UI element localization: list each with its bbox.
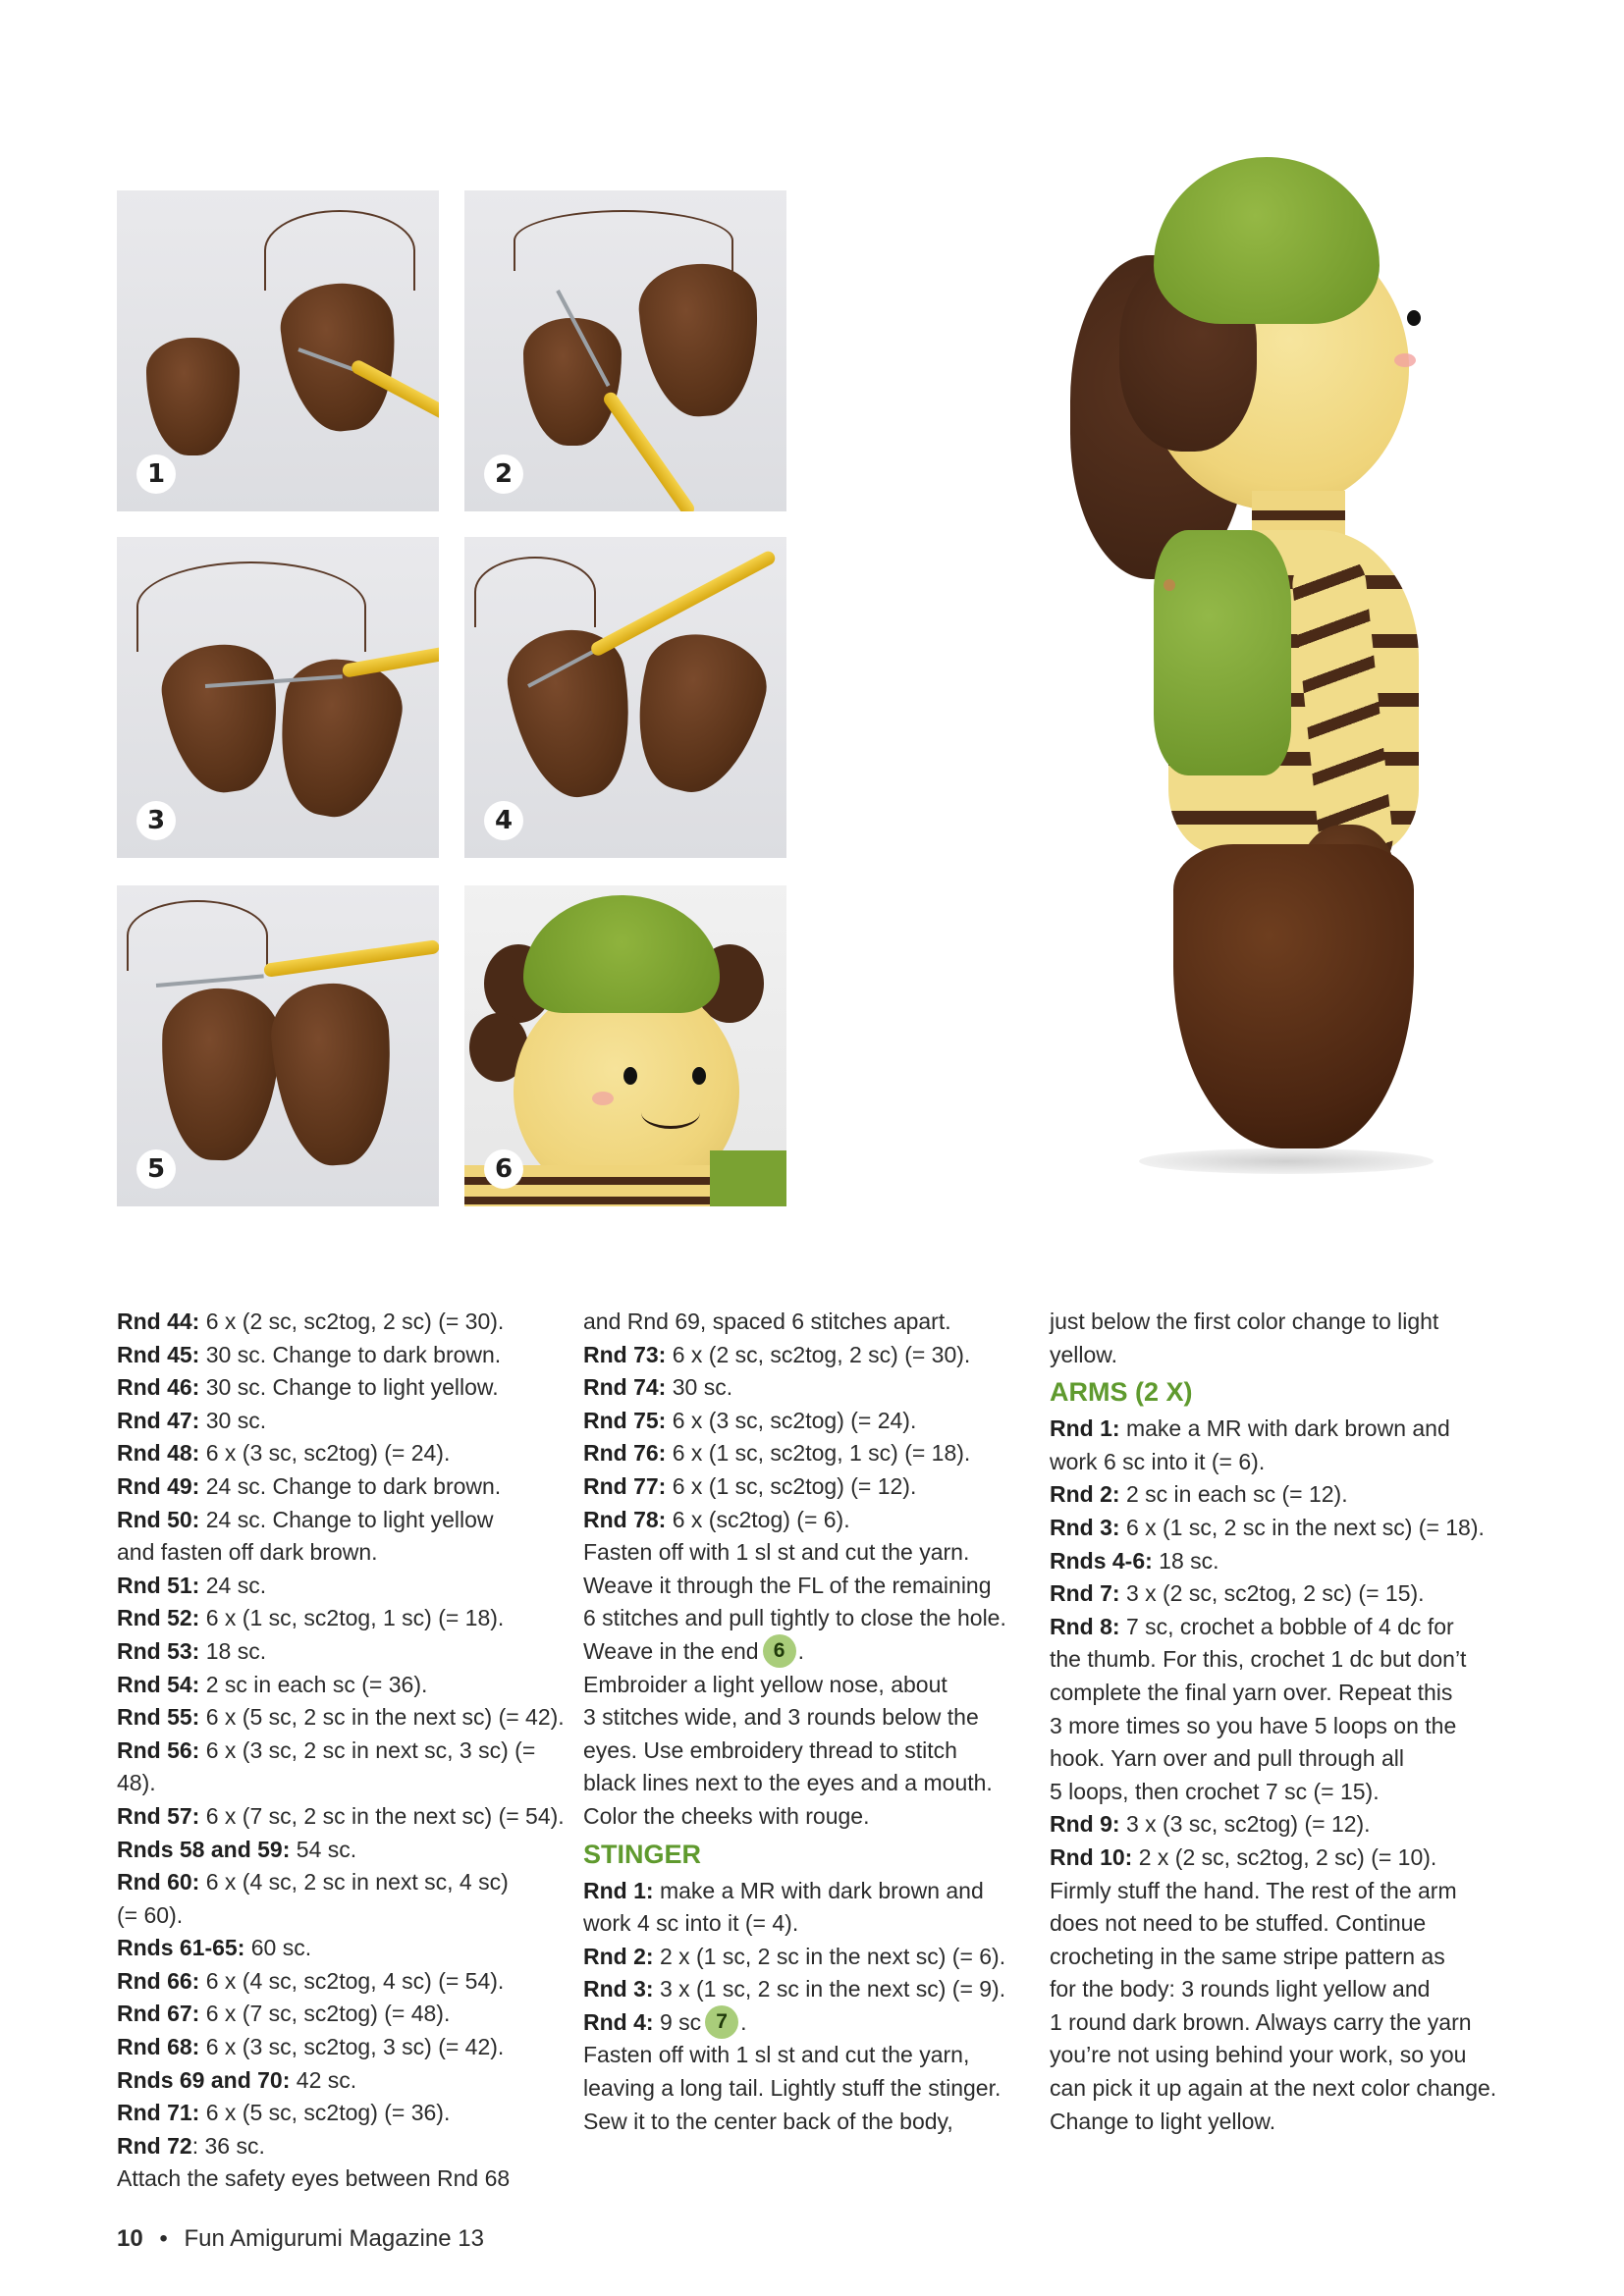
pattern-line [583, 1800, 1045, 1834]
round-instruction-end: . [740, 2008, 747, 2035]
pattern-line [117, 1570, 568, 1603]
round-instruction: Sew it to the center back of the body, [583, 2108, 953, 2134]
pattern-line [1050, 2106, 1521, 2139]
round-instruction: 7 sc, crochet a bobble of 4 dc for [1119, 1613, 1454, 1639]
round-instruction: 6 stitches and pull tightly to close the hole. [583, 1605, 1006, 1631]
round-instruction: 3 x (1 sc, 2 sc in the next sc) (= 9). [653, 1976, 1006, 2002]
round-label: Rnds 61-65: [117, 1935, 245, 1961]
round-label: Rnd 50: [117, 1506, 200, 1532]
round-instruction: make a MR with dark brown and [653, 1877, 984, 1903]
round-label: Rnds 4-6: [1050, 1547, 1153, 1574]
pattern-line [117, 1735, 568, 1800]
round-instruction: just below the first color change to light [1050, 1308, 1439, 1334]
pattern-line [1050, 1339, 1521, 1372]
round-label: Rnd 46: [117, 1374, 200, 1401]
round-label: Rnd 7: [1050, 1580, 1120, 1607]
pattern-line [117, 1834, 568, 1867]
round-instruction: 3 stitches wide, and 3 rounds below the [583, 1704, 979, 1731]
text-column-3 [1050, 1306, 1521, 2138]
step-photo-1 [117, 190, 439, 511]
round-label: Rnd 3: [583, 1976, 654, 2002]
round-label: Rnd 57: [117, 1802, 200, 1829]
round-instruction: 24 sc. [199, 1572, 267, 1598]
pattern-line [1050, 1611, 1521, 1644]
round-instruction: 6 x (3 sc, sc2tog) (= 24). [666, 1407, 917, 1433]
round-label: Rnd 76: [583, 1440, 667, 1467]
round-instruction: 6 x (1 sc, sc2tog, 1 sc) (= 18). [199, 1605, 505, 1631]
step-photo-6 [464, 885, 786, 1206]
text-column-2 [583, 1306, 1045, 2138]
pattern-line [117, 2130, 568, 2163]
round-instruction: work 6 sc into it (= 6). [1050, 1448, 1266, 1474]
round-instruction: Attach the safety eyes between Rnd 68 [117, 2165, 511, 2192]
pattern-line [117, 1536, 568, 1570]
pattern-line [117, 1371, 568, 1405]
pattern-line [117, 1899, 568, 1933]
pattern-line [583, 1701, 1045, 1735]
pattern-line [583, 1875, 1045, 1908]
round-instruction: Firmly stuff the hand. The rest of the arm [1050, 1877, 1457, 1903]
step-photo-2 [464, 190, 786, 511]
round-label: Rnd 1: [583, 1877, 654, 1903]
pattern-line [583, 1536, 1045, 1570]
round-instruction: and fasten off dark brown. [117, 1539, 378, 1566]
round-label: Rnd 78: [583, 1506, 667, 1532]
step-number-badge: 6 [484, 1149, 523, 1189]
pattern-line [1050, 1577, 1521, 1611]
pattern-line [583, 1669, 1045, 1702]
round-instruction: 6 x (5 sc, 2 sc in the next sc) (= 42). [199, 1704, 565, 1731]
round-instruction: 30 sc. Change to dark brown. [199, 1341, 502, 1367]
page-number: 10 [117, 2225, 143, 2252]
pattern-line [1050, 1512, 1521, 1545]
round-label: Rnd 9: [1050, 1811, 1120, 1838]
pattern-line [117, 1965, 568, 1999]
round-instruction: does not need to be stuffed. Continue [1050, 1910, 1427, 1937]
pattern-line [117, 1405, 568, 1438]
pattern-line [117, 1669, 568, 1702]
pattern-line [117, 1470, 568, 1504]
round-instruction: yellow. [1050, 1341, 1118, 1367]
pattern-line [1050, 1413, 1521, 1446]
step-number-badge: 4 [484, 801, 523, 840]
photo-reference-badge: 7 [705, 2005, 738, 2039]
round-label: Rnd 53: [117, 1637, 200, 1664]
pattern-line [1050, 1776, 1521, 1809]
pattern-line [117, 1998, 568, 2031]
text-column-1 [117, 1306, 568, 2196]
round-instruction: 6 x (5 sc, sc2tog) (= 36). [199, 2100, 451, 2126]
pattern-line [583, 1437, 1045, 1470]
pattern-line [583, 1504, 1045, 1537]
round-label: Rnd 49: [117, 1472, 200, 1499]
pattern-line [1050, 1941, 1521, 1974]
pattern-line [1050, 1306, 1521, 1339]
round-label: Rnd 47: [117, 1407, 200, 1433]
pattern-line [1050, 1478, 1521, 1512]
round-instruction: the thumb. For this, crochet 1 dc but don’t [1050, 1646, 1467, 1673]
round-instruction: 2 x (2 sc, sc2tog, 2 sc) (= 10). [1132, 1843, 1437, 1870]
round-instruction: crocheting in the same stripe pattern as [1050, 1943, 1445, 1969]
pattern-line [583, 2106, 1045, 2139]
round-instruction: 1 round dark brown. Always carry the yarn [1050, 2008, 1472, 2035]
step-photo-4 [464, 537, 786, 858]
round-instruction: work 4 sc into it (= 4). [583, 1910, 799, 1937]
pattern-line [117, 1504, 568, 1537]
round-instruction: 3 x (3 sc, sc2tog) (= 12). [1119, 1811, 1371, 1838]
round-instruction: 6 x (3 sc, sc2tog, 3 sc) (= 42). [199, 2034, 505, 2060]
step-number-badge: 1 [136, 454, 176, 494]
step-number-badge: 2 [484, 454, 523, 494]
pattern-line [583, 1767, 1045, 1800]
pattern-line [1050, 1545, 1521, 1578]
pattern-line [1050, 2072, 1521, 2106]
round-label: Rnd 8: [1050, 1613, 1120, 1639]
pattern-line [583, 1339, 1045, 1372]
round-instruction: 2 sc in each sc (= 12). [1119, 1481, 1348, 1508]
pattern-line [583, 1570, 1045, 1603]
round-label: Rnds 58 and 59: [117, 1836, 291, 1862]
round-instruction: Embroider a light yellow nose, about [583, 1671, 947, 1697]
pattern-line [583, 2039, 1045, 2072]
round-instruction: Change to light yellow. [1050, 2108, 1276, 2134]
round-label: Rnd 72 [117, 2132, 192, 2159]
round-instruction: 6 x (sc2tog) (= 6). [666, 1506, 850, 1532]
round-instruction: Weave it through the FL of the remaining [583, 1572, 992, 1598]
round-instruction: you’re not using behind your work, so you [1050, 2042, 1467, 2068]
round-label: Rnd 48: [117, 1440, 200, 1467]
round-label: Rnd 66: [117, 1967, 200, 1994]
pattern-line [1050, 2039, 1521, 2072]
round-instruction: : 36 sc. [191, 2132, 265, 2159]
round-label: Rnd 71: [117, 2100, 200, 2126]
round-instruction: 54 sc. [290, 1836, 357, 1862]
pattern-line [583, 1635, 1045, 1669]
step-photo-5 [117, 885, 439, 1206]
round-instruction: 6 x (3 sc, 2 sc in next sc, 3 sc) (= 48). [117, 1736, 536, 1796]
round-instruction: Fasten off with 1 sl st and cut the yarn. [583, 1539, 970, 1566]
round-label: Rnd 73: [583, 1341, 667, 1367]
round-instruction: hook. Yarn over and pull through all [1050, 1745, 1405, 1772]
pattern-line [117, 1800, 568, 1834]
pattern-line [583, 1306, 1045, 1339]
round-instruction: 18 sc. [199, 1637, 267, 1664]
pattern-line [117, 1932, 568, 1965]
page-footer [117, 2225, 484, 2253]
round-label: Rnd 1: [1050, 1415, 1120, 1442]
round-instruction: eyes. Use embroidery thread to stitch [583, 1736, 957, 1763]
round-instruction: 60 sc. [244, 1935, 312, 1961]
pattern-line [583, 1470, 1045, 1504]
round-label: Rnd 54: [117, 1671, 200, 1697]
round-instruction: 42 sc. [290, 2066, 357, 2093]
round-instruction: and Rnd 69, spaced 6 stitches apart. [583, 1308, 951, 1334]
round-label: Rnd 55: [117, 1704, 200, 1731]
round-instruction: 2 sc in each sc (= 36). [199, 1671, 428, 1697]
magazine-title: Fun Amigurumi Magazine 13 [184, 2225, 484, 2252]
pattern-line [583, 1907, 1045, 1941]
pattern-line [1050, 2006, 1521, 2040]
round-instruction: 6 x (7 sc, 2 sc in the next sc) (= 54). [199, 1802, 565, 1829]
pattern-line [1050, 1907, 1521, 1941]
round-instruction: 24 sc. Change to dark brown. [199, 1472, 502, 1499]
round-label: Rnd 60: [117, 1869, 200, 1896]
round-label: Rnd 10: [1050, 1843, 1133, 1870]
round-label: Rnd 68: [117, 2034, 200, 2060]
pattern-line [117, 1339, 568, 1372]
round-instruction: 30 sc. [666, 1374, 733, 1401]
round-label: Rnd 74: [583, 1374, 667, 1401]
round-instruction: 30 sc. [199, 1407, 267, 1433]
round-label: Rnd 2: [583, 1943, 654, 1969]
round-instruction: leaving a long tail. Lightly stuff the stinger. [583, 2075, 1001, 2102]
pattern-line [117, 1602, 568, 1635]
round-label: Rnd 77: [583, 1472, 667, 1499]
round-instruction: (= 60). [117, 1901, 184, 1928]
round-label: Rnd 56: [117, 1736, 200, 1763]
photo-reference-badge: 6 [763, 1634, 796, 1668]
round-label: Rnd 4: [583, 2008, 654, 2035]
pattern-line [1050, 1710, 1521, 1743]
round-instruction: 6 x (4 sc, 2 sc in next sc, 4 sc) [199, 1869, 509, 1896]
pattern-line [117, 1701, 568, 1735]
round-instruction: 6 x (2 sc, sc2tog, 2 sc) (= 30). [666, 1341, 971, 1367]
pattern-line [583, 1735, 1045, 1768]
round-instruction: Weave in the end [583, 1637, 759, 1664]
pattern-line [583, 1973, 1045, 2006]
round-instruction: 5 loops, then crochet 7 sc (= 15). [1050, 1778, 1380, 1804]
pattern-line [583, 2006, 1045, 2040]
step-number-badge: 3 [136, 801, 176, 840]
section-heading-stinger: STINGER [583, 1839, 702, 1869]
round-instruction: 3 x (2 sc, sc2tog, 2 sc) (= 15). [1119, 1580, 1425, 1607]
pattern-line [1050, 1973, 1521, 2006]
pattern-line [583, 1371, 1045, 1405]
round-label: Rnd 67: [117, 2001, 200, 2027]
pattern-line [117, 2163, 568, 2196]
pattern-line [1050, 1677, 1521, 1710]
round-instruction: 6 x (4 sc, sc2tog, 4 sc) (= 54). [199, 1967, 505, 1994]
pattern-line [1050, 1842, 1521, 1875]
round-label: Rnd 44: [117, 1308, 200, 1334]
round-instruction: 6 x (7 sc, sc2tog) (= 48). [199, 2001, 451, 2027]
round-instruction: 6 x (1 sc, 2 sc in the next sc) (= 18). [1119, 1514, 1485, 1540]
round-instruction: make a MR with dark brown and [1119, 1415, 1450, 1442]
pattern-line [1050, 1446, 1521, 1479]
pattern-line [117, 2031, 568, 2064]
round-instruction: 24 sc. Change to light yellow [199, 1506, 494, 1532]
pattern-line [117, 2064, 568, 2098]
round-label: Rnd 52: [117, 1605, 200, 1631]
round-label: Rnd 75: [583, 1407, 667, 1433]
step-number-badge: 5 [136, 1149, 176, 1189]
round-label: Rnd 45: [117, 1341, 200, 1367]
pattern-line [1050, 1875, 1521, 1908]
pattern-line [583, 1405, 1045, 1438]
pattern-line [117, 1437, 568, 1470]
round-label: Rnd 51: [117, 1572, 200, 1598]
round-instruction: 6 x (1 sc, sc2tog) (= 12). [666, 1472, 917, 1499]
round-instruction: can pick it up again at the next color change. [1050, 2075, 1497, 2102]
round-instruction: complete the final yarn over. Repeat this [1050, 1679, 1453, 1705]
pattern-line [1050, 1742, 1521, 1776]
pattern-line [1050, 1643, 1521, 1677]
round-instruction: Fasten off with 1 sl st and cut the yarn, [583, 2042, 970, 2068]
section-heading-arms: ARMS (2 X) [1050, 1377, 1193, 1408]
round-instruction: black lines next to the eyes and a mouth. [583, 1770, 993, 1796]
doll-photo [1060, 157, 1512, 1188]
round-instruction-end: . [797, 1637, 804, 1664]
pattern-line [117, 2097, 568, 2130]
round-label: Rnd 2: [1050, 1481, 1120, 1508]
round-instruction: for the body: 3 rounds light yellow and [1050, 1976, 1431, 2002]
round-instruction: 9 sc [653, 2008, 702, 2035]
round-instruction: 18 sc. [1152, 1547, 1219, 1574]
round-label: Rnds 69 and 70: [117, 2066, 291, 2093]
round-instruction: 6 x (3 sc, sc2tog) (= 24). [199, 1440, 451, 1467]
pattern-line [117, 1635, 568, 1669]
round-instruction: 3 more times so you have 5 loops on the [1050, 1712, 1457, 1738]
pattern-line [1050, 1808, 1521, 1842]
pattern-line [583, 2072, 1045, 2106]
round-instruction: 6 x (1 sc, sc2tog, 1 sc) (= 18). [666, 1440, 971, 1467]
pattern-line [583, 1941, 1045, 1974]
step-photo-3 [117, 537, 439, 858]
round-label: Rnd 3: [1050, 1514, 1120, 1540]
pattern-line [117, 1306, 568, 1339]
footer-separator: • [159, 2225, 168, 2252]
round-instruction: Color the cheeks with rouge. [583, 1802, 870, 1829]
round-instruction: 6 x (2 sc, sc2tog, 2 sc) (= 30). [199, 1308, 505, 1334]
pattern-line [117, 1866, 568, 1899]
round-instruction: 30 sc. Change to light yellow. [199, 1374, 499, 1401]
pattern-line [583, 1602, 1045, 1635]
round-instruction: 2 x (1 sc, 2 sc in the next sc) (= 6). [653, 1943, 1006, 1969]
